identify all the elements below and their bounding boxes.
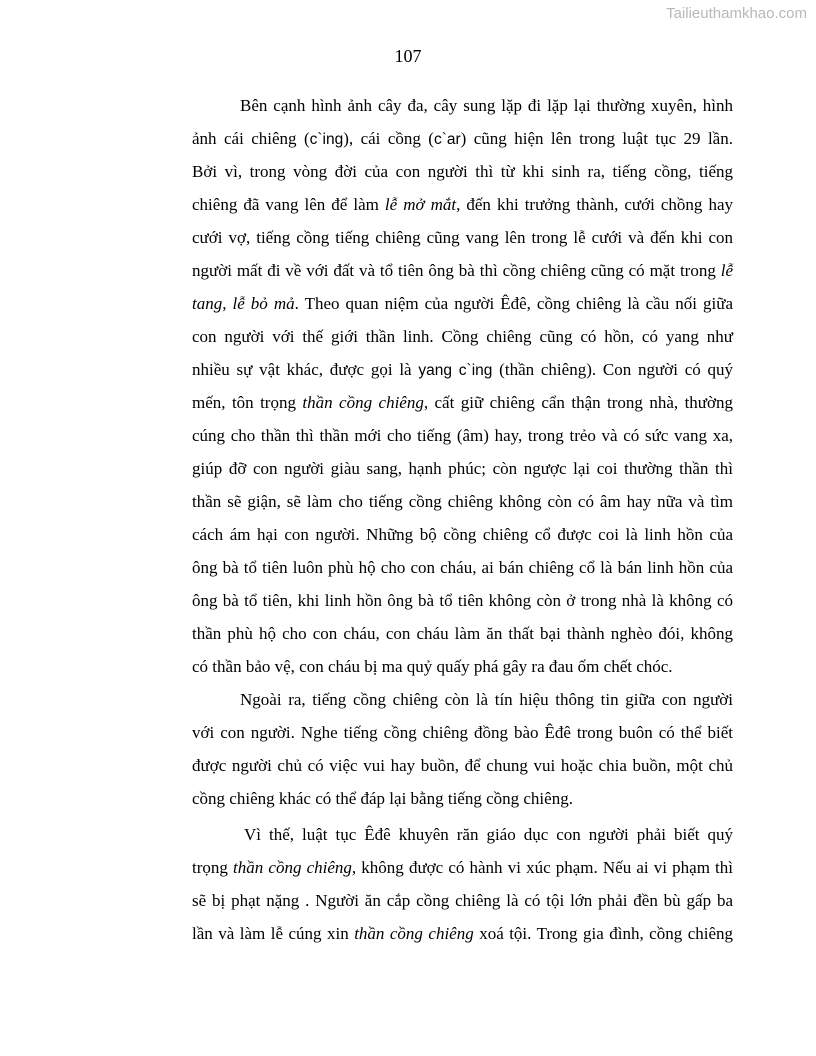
text-line: trọng thần cồng chiêng, không được có hành vi xúc phạm. Nếu ai vi phạm thì: [192, 858, 733, 877]
text-line: Vì thế, luật tục Êđê khuyên răn giáo dục con người phải biết quý: [244, 825, 733, 844]
text-line: với con người. Nghe tiếng cồng chiêng đồng bào Êđê trong buôn có thể biết: [192, 723, 733, 742]
text-line: con người với thế giới thần linh. Cồng chiêng cũng có hồn, có yang như: [192, 327, 733, 346]
watermark: Tailieuthamkhao.com: [666, 5, 807, 22]
text-line: giúp đỡ con người giàu sang, hạnh phúc; còn ngược lại coi thường thần thì: [192, 459, 733, 478]
text-line: ảnh cái chiêng (c`ing), cái cồng (c`ar) cũng hiện lên trong luật tục 29 lần.: [192, 129, 733, 148]
text-line: Bởi vì, trong vòng đời của con người thì từ khi sinh ra, tiếng cồng, tiếng: [192, 162, 733, 181]
text-line: cưới vợ, tiếng cồng tiếng chiêng cũng vang lên trong lễ cưới và đến khi con: [192, 228, 733, 247]
text-line: có thần bảo vệ, con cháu bị ma quỷ quấy phá gây ra đau ốm chết chóc.: [192, 657, 673, 676]
text-line: ông bà tổ tiên, khi linh hồn ông bà tổ tiên không còn ở trong nhà là không có: [192, 591, 733, 610]
text-line: cách ám hại con người. Những bộ cồng chiêng cổ được coi là linh hồn của: [192, 525, 733, 544]
text-line: được người chủ có việc vui hay buồn, để chung vui hoặc chia buồn, một chủ: [192, 756, 733, 775]
text-line: thần sẽ giận, sẽ làm cho tiếng cồng chiêng không còn có âm hay nữa và tìm: [192, 492, 733, 511]
text-line: Ngoài ra, tiếng cồng chiêng còn là tín hiệu thông tin giữa con người: [240, 690, 733, 709]
text-line: tang, lễ bỏ mả. Theo quan niệm của người Êđê, cồng chiêng là cầu nối giữa: [192, 294, 733, 313]
text-line: cồng chiêng khác có thể đáp lại bằng tiếng cồng chiêng.: [192, 789, 573, 808]
page-number: 107: [394, 46, 422, 66]
text-line: cúng cho thần thì thần mới cho tiếng (âm) hay, trong trẻo và có sức vang xa,: [192, 426, 733, 445]
text-line: mến, tôn trọng thần cồng chiêng, cất giữ chiêng cẩn thận trong nhà, thường: [192, 393, 733, 412]
text-line: nhiều sự vật khác, được gọi là yang c`ing (thần chiêng). Con người có quý: [192, 360, 734, 379]
text-line: thần phù hộ cho con cháu, con cháu làm ăn thất bại thành nghèo đói, không: [192, 624, 733, 643]
text-line: sẽ bị phạt nặng . Người ăn cắp cồng chiêng là có tội lớn phải đền bù gấp ba: [192, 891, 733, 910]
text-line: lần và làm lễ cúng xin thần cồng chiêng xoá tội. Trong gia đình, cồng chiêng: [192, 924, 734, 943]
text-line: chiêng đã vang lên để làm lễ mở mắt, đến khi trưởng thành, cưới chồng hay: [192, 195, 733, 214]
text-line: ông bà tổ tiên luôn phù hộ cho con cháu, ai bán chiêng cổ là bán linh hồn của: [192, 558, 733, 577]
text-line: người mất đi về với đất và tổ tiên ông bà thì cồng chiêng cũng có mặt trong lễ: [192, 261, 733, 280]
text-line: Bên cạnh hình ảnh cây đa, cây sung lặp đi lặp lại thường xuyên, hình: [240, 96, 733, 115]
